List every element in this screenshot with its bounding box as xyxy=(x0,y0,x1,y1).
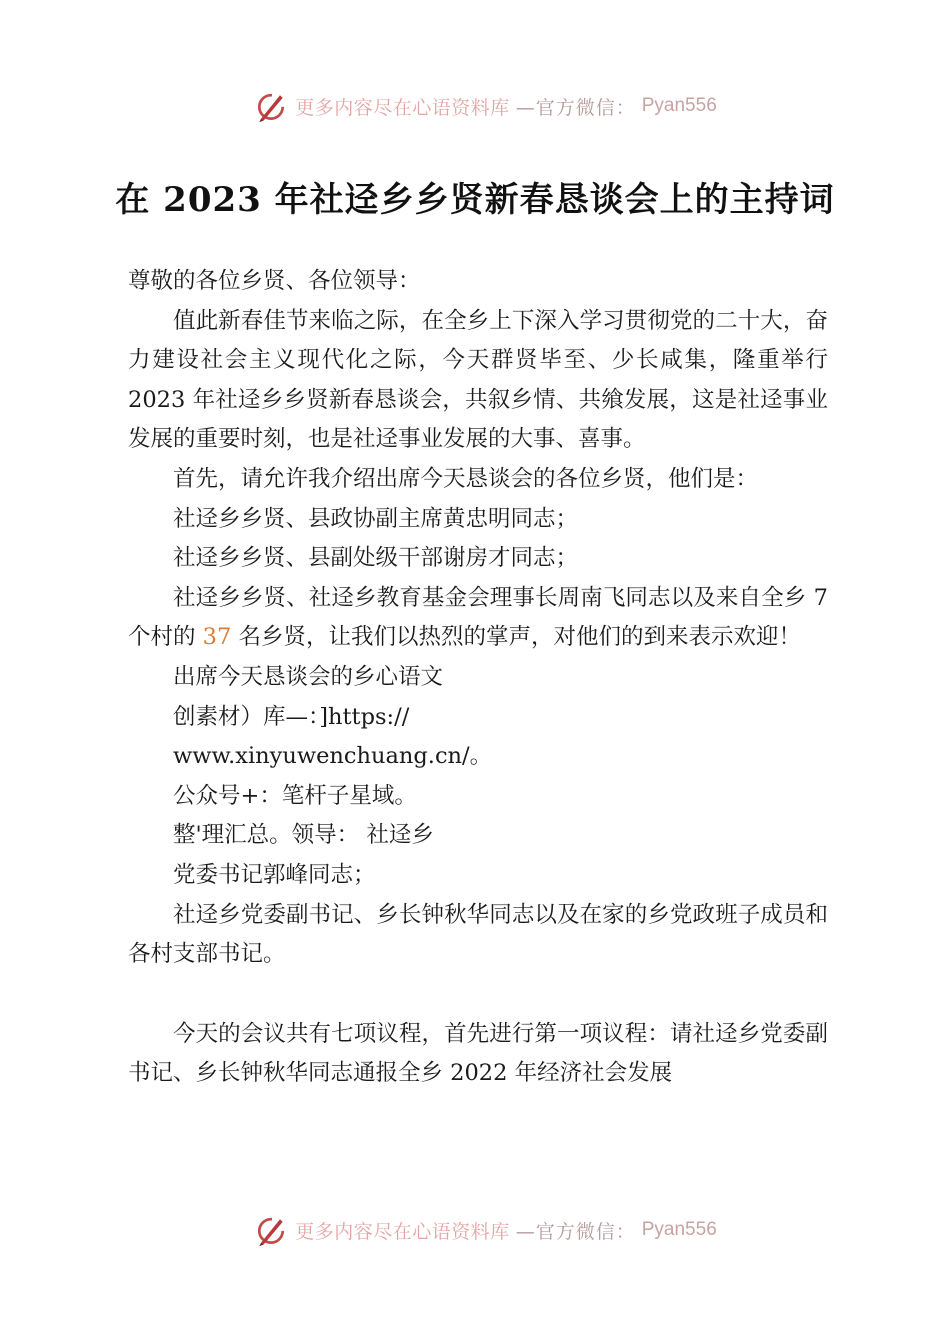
line-1: 出席今天恳谈会的乡心语文 xyxy=(173,663,444,690)
guest-item-1: 社迳乡乡贤、县政协副主席黄忠明同志； xyxy=(173,505,579,532)
line-5: 整'理汇总。领导： 社迳乡 xyxy=(173,822,434,849)
banner-dash: —官方微信： xyxy=(515,1220,636,1243)
document-title: 在 2023 年社迳乡乡贤新春恳谈会上的主持词 xyxy=(115,180,835,220)
header-banner xyxy=(0,86,950,126)
guest-item-3-part-a: 社迳乡乡贤、社迳乡教育基金会理事长周南飞同志以及来自全乡 7 个村的 xyxy=(128,584,828,651)
line-6: 党委书记郭峰同志； xyxy=(173,861,376,888)
banner-dash: —官方微信： xyxy=(515,96,636,119)
salutation: 尊敬的各位乡贤、各位领导： xyxy=(128,268,421,294)
banner-wechat-id: Pyan556 xyxy=(641,1219,717,1240)
paragraph-agenda: 今天的会议共有七项议程，首先进行第一项议程：请社迳乡党委副书记、乡长钟秋华同志通报全乡 2022 年经济社会发展 xyxy=(128,1020,828,1087)
guest-item-2: 社迳乡乡贤、县副处级干部谢房才同志； xyxy=(173,545,579,572)
header-banner-content xyxy=(253,88,717,124)
footer-banner-content xyxy=(253,1212,717,1248)
guest-item-3-part-b: 名乡贤，让我们以热烈的掌声，对他们的到来表示欢迎！ xyxy=(231,624,801,651)
line-3-url: www.xinyuwenchuang.cn/。 xyxy=(173,743,493,770)
paragraph-leaders: 社迳乡党委副书记、乡长钟秋华同志以及在家的乡党政班子成员和各村支部书记。 xyxy=(128,901,828,968)
highlight-number: 37 xyxy=(202,624,232,651)
pen-circle-logo-icon xyxy=(253,1212,289,1248)
line-4: 公众号+：笔杆子星域。 xyxy=(173,782,417,809)
paragraph-opening: 值此新春佳节来临之际，在全乡上下深入学习贯彻党的二十大，奋力建设社会主义现代化之际，今天群贤毕至、少长咸集，隆重举行 2023 年社迳乡乡贤新春恳谈会，共叙乡情、共飨发展，这是社迳事业发展的重要时刻，也是社迳事业发展的大事、喜事。 xyxy=(128,307,828,453)
footer-banner xyxy=(0,1210,950,1250)
banner-text: 更多内容尽在心语资料库 xyxy=(295,1220,510,1243)
guest-item-3 xyxy=(128,579,828,658)
banner-wechat-id: Pyan556 xyxy=(641,95,717,116)
line-2: 创素材）库—：]https:// xyxy=(173,703,410,730)
pen-circle-logo-icon xyxy=(253,88,289,124)
paragraph-gap xyxy=(128,975,828,1015)
paragraph-intro: 首先，请允许我介绍出席今天恳谈会的各位乡贤，他们是： xyxy=(173,465,759,492)
banner-text: 更多内容尽在心语资料库 xyxy=(295,96,510,119)
document-body xyxy=(128,262,828,1094)
